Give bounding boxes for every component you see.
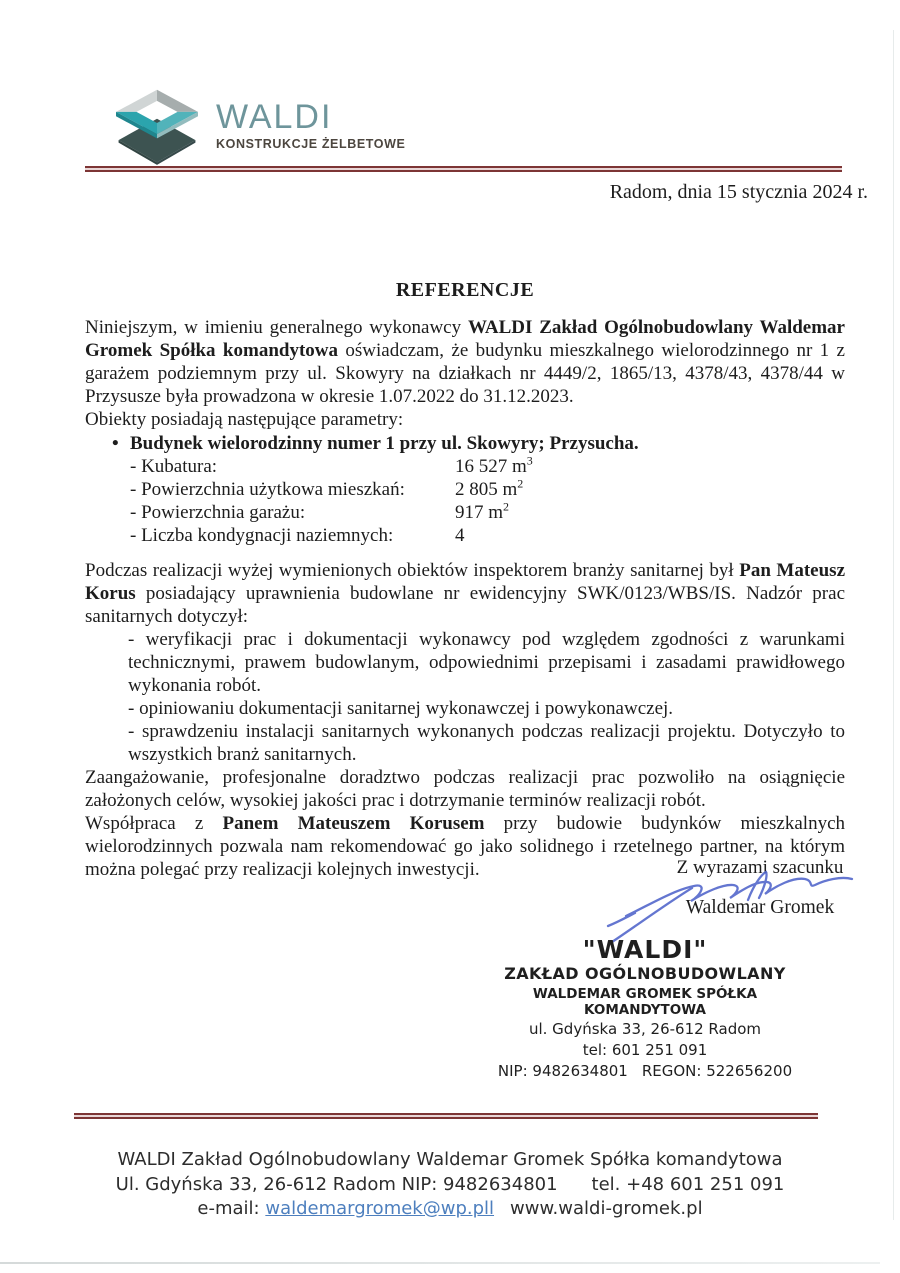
letter-body <box>85 316 845 881</box>
param-value: 917 $m^2$ <box>455 499 510 523</box>
recommendation-text-cont: przy budowie budynków mieszkalnych wielorodzinnych pozwala nam rekomendować go jako solidnego i rzetelnego partner, na którym można polegać przy realizacji kolejnych inwestycji. <box>85 813 846 880</box>
closing-salutation: Z wyrazami szacunku <box>676 857 844 878</box>
footer-contact-line <box>0 1197 900 1222</box>
param-label: - Powierzchnia użytkowa mieszkań: <box>130 479 405 500</box>
param-value: 4 <box>455 525 465 546</box>
inspector-name-bold: Pan Mateusz Korus <box>85 560 846 604</box>
footer-divider <box>74 1113 818 1119</box>
brand-name: WALDI <box>216 98 333 136</box>
param-value: 16 527 $m^3$ <box>455 453 533 477</box>
stamp-address: ul. Gdyńska 33, 26-612 Radom <box>528 1020 762 1038</box>
header-divider <box>85 166 842 172</box>
footer-website: www.waldi-gromek.pl <box>510 1198 703 1219</box>
scope-item: - weryfikacji prac i dokumentacji wykonawcy pod względem zgodności z warunkami technicznymi, prawem budowlanym, odpowiednimi przepisami i zasadami prawidłowego wykonania robót. <box>128 629 845 696</box>
param-row <box>130 478 845 501</box>
footer-address-line <box>0 1173 900 1198</box>
brand-tagline: KONSTRUKCJE ŻELBETOWE <box>216 137 406 151</box>
scope-item: - opiniowaniu dokumentacji sanitarnej wykonawczej i powykonawczej. <box>128 698 674 719</box>
param-label: - Liczba kondygnacji naziemnych: <box>130 525 394 546</box>
scan-edge-artifact <box>0 1262 880 1264</box>
recommendation-text: Współpraca z <box>85 813 223 834</box>
stamp-company-type: ZAKŁAD OGÓLNOBUDOWLANY <box>504 964 786 983</box>
param-label: - Powierzchnia garażu: <box>130 502 306 523</box>
footer-phone: tel. +48 601 251 091 <box>591 1173 785 1195</box>
letter-footer <box>0 1148 900 1222</box>
param-row <box>130 455 845 478</box>
paragraph-inspector <box>85 559 845 628</box>
stamp-regon: REGON: 522656200 <box>641 1062 793 1080</box>
footer-company-line: WALDI Zakład Ogólnobudowlany Waldemar Gromek Spółka komandytowa <box>117 1149 783 1170</box>
document-title: REFERENCJE <box>395 279 535 301</box>
paragraph-intro <box>85 316 845 408</box>
building-heading-text: Budynek wielorodzinny numer 1 przy ul. Skowyry; Przysucha. <box>130 433 639 454</box>
recommended-name-bold: Panem Mateuszem Korusem <box>222 813 485 834</box>
intro-text: Niniejszym, w imieniu generalnego wykonawcy <box>85 317 468 338</box>
stamp-nip: NIP: 9482634801 <box>497 1062 628 1080</box>
footer-address: Ul. Gdyńska 33, 26-612 Radom NIP: 9482634801 <box>115 1173 558 1195</box>
company-stamp <box>470 937 820 1080</box>
param-row <box>130 524 845 547</box>
param-label: - Kubatura: <box>130 456 218 477</box>
paragraph-params-lead: Obiekty posiadają następujące parametry: <box>85 409 404 430</box>
param-value: 2 805 $m^2$ <box>455 476 524 500</box>
bullet-icon: • <box>112 433 119 454</box>
param-row <box>130 501 845 524</box>
company-logo <box>112 88 405 170</box>
building-heading <box>112 432 845 455</box>
stamp-owner-line: WALDEMAR GROMEK SPÓŁKA KOMANDYTOWA <box>532 986 758 1018</box>
stamp-registration <box>470 1062 820 1080</box>
footer-email-label: e-mail: <box>197 1198 260 1219</box>
scope-item: - sprawdzeniu instalacji sanitarnych wykonanych podczas realizacji projektu. Dotyczyło to wszystkich branż sanitarnych. <box>128 721 845 765</box>
scan-edge-artifact <box>893 30 894 1220</box>
letter-date: Radom, dnia 15 stycznia 2024 r. <box>609 181 868 203</box>
intro-text-cont: oświadczam, że budynku mieszkalnego wielorodzinnego nr 1 z garażem podziemnym przy ul. Skowyry na działkach nr 4449/2, 1865/13, 4378/43, 4378/44 w Przysusze była prowadzona w okresie 1.07.2022 do 31.12.2023. <box>85 340 845 407</box>
stamp-company-name: "WALDI" <box>582 935 708 964</box>
stamp-phone: tel: 601 251 091 <box>582 1041 708 1059</box>
waldi-cube-logo-icon <box>112 88 202 170</box>
company-name-bold: WALDI Zakład Ogólnobudowlany Waldemar Gromek Spółka komandytowa <box>85 317 845 361</box>
footer-email-link[interactable]: waldemargromek@wp.pll <box>265 1198 495 1219</box>
signatory-name: Waldemar Gromek <box>685 897 835 918</box>
inspector-text: Podczas realizacji wyżej wymienionych obiektów inspektorem branży sanitarnej był <box>85 560 740 581</box>
inspector-text-cont: posiadający uprawnienia budowlane nr ewidencyjny SWK/0123/WBS/IS. Nadzór prac sanitarnych dotyczył: <box>85 583 845 627</box>
paragraph-commitment: Zaangażowanie, profesjonalne doradztwo podczas realizacji prac pozwoliło na osiągnięcie założonych celów, wysokiej jakości prac i dotrzymanie terminów realizacji robót. <box>85 767 845 811</box>
